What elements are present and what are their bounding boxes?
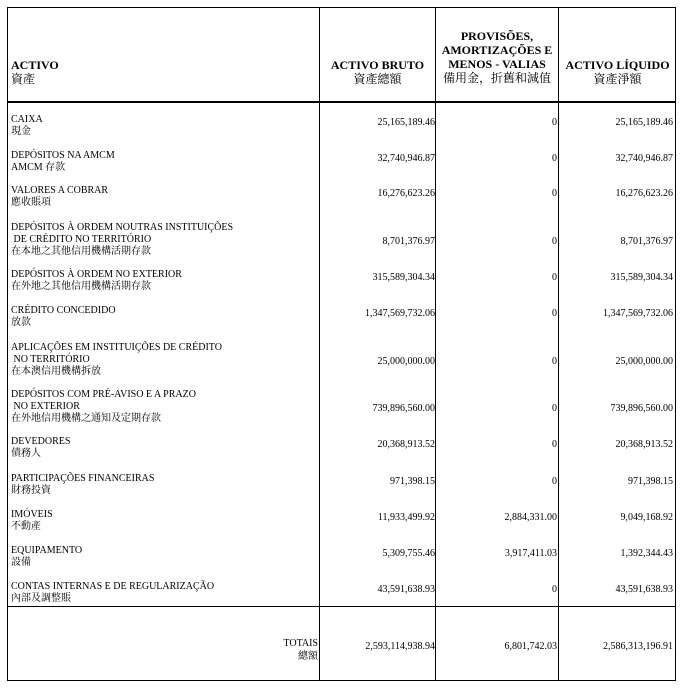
totals-label-pt: TOTAIS <box>283 638 318 649</box>
row-provisions: 0 <box>552 272 557 283</box>
column-divider <box>558 8 559 680</box>
totals-provisions: 6,801,742.03 <box>504 641 557 652</box>
header-prov-pt-1: PROVISÕES, <box>460 29 534 43</box>
row-net: 9,049,168.92 <box>620 512 673 523</box>
header-net <box>559 58 676 86</box>
header-provisions <box>436 29 558 85</box>
row-label-pt: APLICAÇÕES EM INSTITUIÇÕES DE CRÉDITO NO TERRITÓRIO <box>11 342 222 365</box>
row-net: 43,591,638.93 <box>615 584 673 595</box>
row-gross: 11,933,499.92 <box>377 512 435 523</box>
header-asset-zh: 資產 <box>11 72 36 86</box>
row-provisions: 0 <box>552 439 557 450</box>
row-net: 32,740,946.87 <box>615 153 673 164</box>
row-provisions: 0 <box>552 188 557 199</box>
row-label-zh: 在本澳信用機構拆放 <box>11 366 101 377</box>
header-asset <box>11 58 59 86</box>
row-gross: 739,896,560.00 <box>372 403 435 414</box>
row-gross: 25,000,000.00 <box>377 356 435 367</box>
header-gross-zh: 資產總額 <box>353 72 402 86</box>
row-provisions: 0 <box>552 403 557 414</box>
column-divider <box>435 8 436 680</box>
row-label-pt: EQUIPAMENTO <box>11 545 83 556</box>
row-provisions: 3,917,411.03 <box>504 548 557 559</box>
row-label-zh: 現金 <box>11 126 31 137</box>
header-divider <box>8 101 675 103</box>
row-provisions: 0 <box>552 356 557 367</box>
row-label-zh: 在外地之其他信用機構活期存款 <box>11 281 151 292</box>
row-net: 315,589,304.34 <box>610 272 673 283</box>
row-label-zh: AMCM 存款 <box>11 162 66 173</box>
row-label-pt: PARTICIPAÇÕES FINANCEIRAS <box>11 473 155 484</box>
row-net: 971,398.15 <box>628 476 673 487</box>
totals-net: 2,586,313,196.91 <box>603 641 673 652</box>
row-label-pt: DEPÓSITOS COM PRÉ-AVISO E A PRAZO NO EXTERIOR <box>11 389 196 412</box>
header-asset-pt: ACTIVO <box>11 58 59 72</box>
column-divider <box>319 8 320 680</box>
row-net: 8,701,376.97 <box>620 236 673 247</box>
row-label-pt: DEPÓSITOS NA AMCM <box>11 150 115 161</box>
row-label-pt: CAIXA <box>11 114 43 125</box>
row-gross: 25,165,189.46 <box>377 117 435 128</box>
header-prov-pt-3: MENOS - VALIAS <box>448 57 546 71</box>
row-label-pt: DEVEDORES <box>11 436 71 447</box>
row-gross: 315,589,304.34 <box>372 272 435 283</box>
header-prov-zh: 備用金，折舊和減值 <box>442 71 551 85</box>
row-label-zh: 不動產 <box>11 521 41 532</box>
row-label-zh: 在本地之其他信用機構活期存款 <box>11 246 151 257</box>
row-label-pt: CRÉDITO CONCEDIDO <box>11 305 116 316</box>
row-provisions: 0 <box>552 153 557 164</box>
row-gross: 971,398.15 <box>390 476 435 487</box>
row-label-pt: DEPÓSITOS À ORDEM NO EXTERIOR <box>11 269 182 280</box>
header-net-pt: ACTIVO LÍQUIDO <box>565 58 670 72</box>
row-label-zh: 財務投資 <box>11 485 51 496</box>
row-provisions: 0 <box>552 584 557 595</box>
row-gross: 16,276,623.26 <box>377 188 435 199</box>
row-provisions: 0 <box>552 236 557 247</box>
row-net: 25,165,189.46 <box>615 117 673 128</box>
row-provisions: 2,884,331.00 <box>504 512 557 523</box>
row-net: 739,896,560.00 <box>610 403 673 414</box>
row-net: 1,392,344.43 <box>620 548 673 559</box>
header-gross <box>320 58 435 86</box>
row-net: 25,000,000.00 <box>615 356 673 367</box>
totals-gross: 2,593,114,938.94 <box>365 641 435 652</box>
totals-divider <box>8 606 675 607</box>
row-label-zh: 債務人 <box>11 448 41 459</box>
header-net-zh: 資產淨額 <box>593 72 642 86</box>
row-provisions: 0 <box>552 476 557 487</box>
row-label-pt: CONTAS INTERNAS E DE REGULARIZAÇÃO <box>11 581 215 592</box>
row-gross: 32,740,946.87 <box>377 153 435 164</box>
row-net: 20,368,913.52 <box>615 439 673 450</box>
row-gross: 20,368,913.52 <box>377 439 435 450</box>
row-label-pt: DEPÓSITOS À ORDEM NOUTRAS INSTITUIÇÕES DE CRÉDITO NO TERRITÓRIO <box>11 222 234 245</box>
row-gross: 8,701,376.97 <box>382 236 435 247</box>
row-net: 16,276,623.26 <box>615 188 673 199</box>
row-label-pt: VALORES A COBRAR <box>11 185 109 196</box>
row-gross: 43,591,638.93 <box>377 584 435 595</box>
row-label-zh: 在外地信用機構之通知及定期存款 <box>11 413 161 424</box>
row-label-zh: 放款 <box>11 317 31 328</box>
header-gross-pt: ACTIVO BRUTO <box>330 58 425 72</box>
balance-sheet-table <box>7 7 676 681</box>
row-provisions: 0 <box>552 308 557 319</box>
row-gross: 1,347,569,732.06 <box>365 308 435 319</box>
row-label-zh: 應收賬項 <box>11 197 51 208</box>
totals-label-zh: 總額 <box>298 651 318 662</box>
row-net: 1,347,569,732.06 <box>603 308 673 319</box>
header-prov-pt-2: AMORTIZAÇÕES E <box>441 43 553 57</box>
row-label-zh: 設備 <box>11 557 31 568</box>
row-gross: 5,309,755.46 <box>382 548 435 559</box>
row-provisions: 0 <box>552 117 557 128</box>
row-label-zh: 內部及調整賬 <box>11 593 71 604</box>
row-label-pt: IMÓVEIS <box>11 509 53 520</box>
